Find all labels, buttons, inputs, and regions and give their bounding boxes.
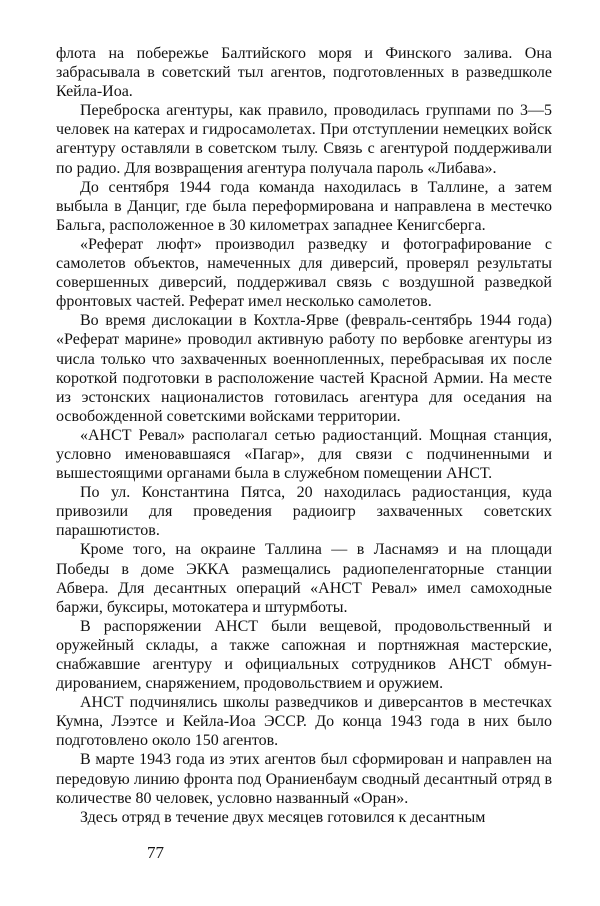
paragraph-4: «Реферат люфт» производил разведку и фотографирование с самолетов объектов, намеченных для диверсий, проверял результаты совершенных диверсий, поддерживал связь с воздушной разведкой фронтовых частей. Реферат имел несколько самолетов. — [56, 235, 552, 311]
page-number: 77 — [147, 843, 164, 862]
paragraph-9: В распоряжении АНСТ были вещевой, продовольственный и оружейный склады, а также сапожная и портняжная мастерские, снабжавшие агентуру и официальных сотрудников АНСТ обмундированием, снаряжением, продовольствием и оружием. — [56, 617, 552, 693]
paragraph-1: флота на побережье Балтийского моря и Финского залива. Она забрасывала в советский тыл агентов, подготовленных в разведшколе Кейла-Иоа. — [56, 45, 552, 101]
paragraph-11: В марте 1943 года из этих агентов был сформирован и направлен на передовую линию фронта под Ораниенбаум сводный десантный отряд в количестве 80 человек, условно названный «Оран». — [56, 751, 552, 807]
paragraph-8: Кроме того, на окраине Таллина — в Ласнамяэ и на площади Победы в доме ЭККА размещались радиопеленгаторные станции Абвера. Для десантных операций «АНСТ Ревал» имел самоходные баржи, буксиры, мотокатера и штурмботы. — [56, 541, 552, 616]
paragraph-10: АНСТ подчинялись школы разведчиков и диверсантов в местечках Кумна, Лээтсе и Кейла-Иоа ЭССР. До конца 1943 года в них было подготовлено около 150 агентов. — [56, 694, 552, 750]
page-body — [56, 44, 552, 827]
paragraph-5: Во время дислокации в Кохтла-Ярве (февраль-сентябрь 1944 года) «Реферат марине» проводил активную работу по вербовке агентуры из числа только что захваченных военнопленных, перебрасывая их после короткой подготовки в расположение частей Красной Армии. На месте из эстонских националистов готовилась агентура для оседания на освобожденной советскими войсками территории. — [56, 312, 552, 425]
paragraph-7: По ул. Константина Пятса, 20 находилась радиостанция, куда привозили для проведения радиоигр захваченных советских парашютистов. — [56, 484, 552, 540]
paragraph-12: Здесь отряд в течение двух месяцев готовился к десантным — [80, 808, 486, 826]
paragraph-6: «АНСТ Ревал» располагал сетью радиостанций. Мощная станция, условно именовавшаяся «Пагар», для связи с подчиненными и вышестоящими органами была в служебном помещении АНСТ. — [56, 426, 552, 483]
paragraph-2: Переброска агентуры, как правило, проводилась группами по 3—5 человек на катерах и гидросамолетах. При отступлении немецких войск агентуру оставляли в советском тылу. Связь с агентурой поддерживали по радио. Для возвращения агентура получала пароль «Либава». — [56, 102, 552, 177]
paragraph-3: До сентября 1944 года команда находилась в Таллине, а затем выбыла в Данциг, где была переформирована и направлена в местечко Бальга, расположенное в 30 километрах западнее Кенигсберга. — [56, 178, 552, 234]
